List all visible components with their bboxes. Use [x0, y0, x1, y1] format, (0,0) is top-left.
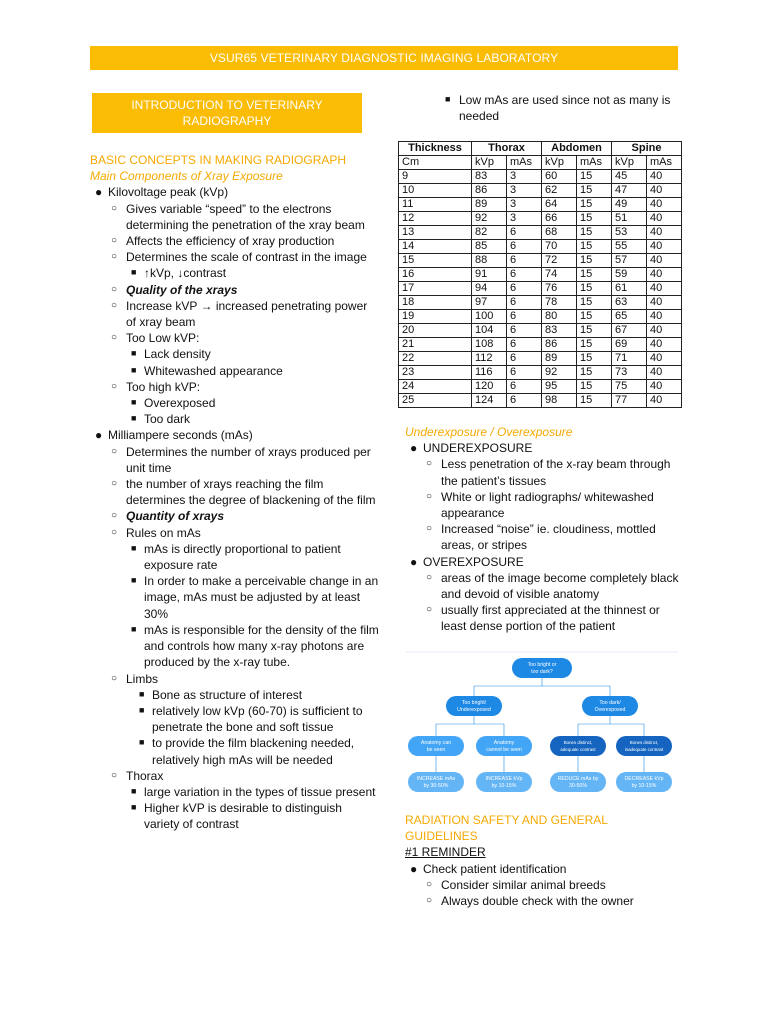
list-item: ○ Determines the number of xrays produced per unit time	[111, 444, 371, 475]
flow-text: inadequate contrast	[624, 747, 664, 752]
flow-action-decrease-kvp	[616, 772, 672, 792]
table-cell: 40	[647, 198, 682, 212]
flow-action-reduce-mas	[550, 772, 606, 792]
table-cell: 20	[399, 324, 472, 338]
table-cell: Cm	[399, 156, 472, 170]
list-item: ○ Increase kVP → increased penetrating power of xray beam	[111, 298, 368, 330]
table-cell: 11	[399, 198, 472, 212]
table-cell: 60	[542, 170, 577, 184]
list-item: ○ Quantity of xrays	[111, 509, 225, 524]
list-item: ■ Whitewashed appearance	[131, 363, 283, 378]
table-row	[399, 240, 682, 254]
flow-connectors	[436, 678, 644, 772]
list-item: ○ Too high kVP:	[111, 379, 201, 394]
table-cell: 6	[507, 254, 542, 268]
flow-text: INCREASE mAs	[416, 776, 456, 782]
table-row	[399, 324, 682, 338]
table-cell: 77	[612, 394, 647, 408]
table-cell: 15	[577, 338, 612, 352]
flow-text: Too bright/	[461, 700, 487, 706]
flow-node-adequate-contrast	[550, 736, 606, 756]
flow-text: too dark?	[531, 669, 553, 675]
table-cell: 40	[647, 366, 682, 380]
table-cell: 25	[399, 394, 472, 408]
list-item: ○ Increased “noise” ie. cloudiness, mottled areas, or stripes	[426, 522, 656, 553]
table-cell: 15	[399, 254, 472, 268]
list-item: ● OVEREXPOSURE	[410, 554, 524, 569]
table-cell: 6	[507, 394, 542, 408]
table-cell: 22	[399, 352, 472, 366]
table-cell: mAs	[577, 156, 612, 170]
table-header: Thickness	[399, 142, 472, 156]
table-cell: 71	[612, 352, 647, 366]
list-item: ■ In order to make a perceivable change in an image, mAs must be adjusted by at least 30%	[131, 574, 379, 621]
table-cell: 78	[542, 296, 577, 310]
list-item: ■ large variation in the types of tissue present	[131, 784, 376, 799]
table-cell: 15	[577, 170, 612, 184]
table-cell: 24	[399, 380, 472, 394]
table-cell: 40	[647, 268, 682, 282]
table-cell: 6	[507, 240, 542, 254]
flow-text: by 30-50%	[423, 783, 449, 789]
table-cell: 116	[472, 366, 507, 380]
list-item: ○ Limbs	[111, 671, 159, 686]
intro-title-box: INTRODUCTION TO VETERINARY RADIOGRAPHY	[92, 93, 362, 133]
flow-node-underexposed	[446, 696, 502, 716]
table-cell: 15	[577, 184, 612, 198]
flow-text: cannot be seen	[486, 747, 522, 753]
table-group-header	[399, 142, 682, 156]
table-cell: 92	[542, 366, 577, 380]
table-cell: 15	[577, 310, 612, 324]
table-row	[399, 394, 682, 408]
table-cell: 6	[507, 366, 542, 380]
table-cell: 10	[399, 184, 472, 198]
table-cell: 18	[399, 296, 472, 310]
table-cell: 16	[399, 268, 472, 282]
table-cell: 70	[542, 240, 577, 254]
table-cell: 67	[612, 324, 647, 338]
table-cell: 83	[542, 324, 577, 338]
table-cell: 88	[472, 254, 507, 268]
table-cell: 6	[507, 338, 542, 352]
flow-text: Anatomy can	[420, 740, 452, 746]
table-cell: 72	[542, 254, 577, 268]
table-cell: 17	[399, 282, 472, 296]
table-cell: 40	[647, 310, 682, 324]
exposure-title: Underexposure / Overexposure	[405, 425, 573, 439]
list-item: ○ Rules on mAs	[111, 525, 201, 540]
table-cell: 49	[612, 198, 647, 212]
flow-text: by 10-15%	[631, 783, 657, 789]
table-cell: 40	[647, 352, 682, 366]
table-cell: 64	[542, 198, 577, 212]
list-item: ○ areas of the image become completely black and devoid of visible anatomy	[426, 570, 679, 602]
list-item: ■ ↑kVp, ↓contrast	[131, 266, 227, 281]
table-cell: 62	[542, 184, 577, 198]
table-cell: 23	[399, 366, 472, 380]
list-item: ■ to provide the film blackening needed, relatively high mAs will be needed	[139, 736, 355, 767]
table-cell: 40	[647, 226, 682, 240]
flow-text: INCREASE kVp	[485, 776, 523, 782]
list-item: ■ relatively low kVp (60-70) is sufficient to penetrate the bone and soft tissue	[139, 703, 363, 735]
table-cell: 86	[472, 184, 507, 198]
table-cell: 40	[647, 212, 682, 226]
table-cell: 15	[577, 212, 612, 226]
list-item: ■ Higher kVP is desirable to distinguish variety of contrast	[131, 801, 342, 832]
table-cell: mAs	[507, 156, 542, 170]
table-cell: kVp	[472, 156, 507, 170]
table-cell: 86	[542, 338, 577, 352]
table-cell: 98	[542, 394, 577, 408]
table-cell: 40	[647, 170, 682, 184]
table-cell: 40	[647, 296, 682, 310]
table-cell: 6	[507, 380, 542, 394]
list-item: ○ Always double check with the owner	[426, 894, 634, 909]
flow-node-root	[512, 658, 572, 678]
list-item: ● Check patient identification	[410, 861, 567, 876]
flow-text: Too dark/	[599, 700, 621, 706]
left-column	[90, 152, 380, 833]
right-top-bullet	[445, 92, 685, 124]
table-cell: 55	[612, 240, 647, 254]
list-item: ○ Consider similar animal breeds	[426, 877, 606, 892]
table-cell: 15	[577, 366, 612, 380]
table-cell: 104	[472, 324, 507, 338]
table-header: Thorax	[472, 142, 542, 156]
table-cell: 15	[577, 226, 612, 240]
table-cell: 15	[577, 198, 612, 212]
flow-text: REDUCE mAs by	[557, 776, 599, 782]
table-cell: 40	[647, 184, 682, 198]
table-cell: kVp	[612, 156, 647, 170]
table-cell: 15	[577, 352, 612, 366]
table-cell: 92	[472, 212, 507, 226]
list-item: ○ Thorax	[111, 768, 164, 783]
list-item: ■ Lack density	[131, 347, 211, 362]
list-item: ■ mAs is directly proportional to patient exposure rate	[131, 541, 341, 573]
flow-action-increase-kvp	[476, 772, 532, 792]
table-cell: 40	[647, 394, 682, 408]
table-cell: 66	[542, 212, 577, 226]
flow-text: Anatomy	[493, 740, 515, 746]
table-cell: 51	[612, 212, 647, 226]
table-cell: 3	[507, 198, 542, 212]
list-item: ○ usually first appreciated at the thinnest or least dense portion of the patient	[426, 603, 660, 634]
list-item: ■ Low mAs are used since not as many is needed	[445, 93, 671, 124]
table-cell: 6	[507, 324, 542, 338]
table-cell: 83	[472, 170, 507, 184]
table-row	[399, 268, 682, 282]
table-cell: mAs	[647, 156, 682, 170]
table-body	[399, 156, 682, 408]
flow-text: Bones distinct,	[563, 740, 593, 745]
list-item: ○ Less penetration of the x-ray beam through the patient’s tissues	[426, 457, 671, 488]
list-item: ○ Too Low kVP:	[111, 331, 200, 346]
table-cell: 15	[577, 380, 612, 394]
table-cell: 65	[612, 310, 647, 324]
table-cell: 40	[647, 282, 682, 296]
table-cell: 15	[577, 324, 612, 338]
table-cell: 73	[612, 366, 647, 380]
flow-text: by 10-15%	[491, 783, 517, 789]
table-cell: 120	[472, 380, 507, 394]
table-cell: 63	[612, 296, 647, 310]
safety-title: RADIATION SAFETY AND GENERAL GUIDELINES	[405, 813, 608, 844]
table-cell: 69	[612, 338, 647, 352]
list-item: ○ Quality of the xrays	[111, 282, 238, 297]
table-cell: 89	[542, 352, 577, 366]
table-cell: 19	[399, 310, 472, 324]
table-cell: 15	[577, 268, 612, 282]
table-cell: 40	[647, 240, 682, 254]
flow-text: Too bright or	[527, 662, 557, 668]
flow-text: DECREASE kVp	[624, 776, 664, 782]
flow-node-anatomy-not-seen	[476, 736, 532, 756]
table-cell: 15	[577, 282, 612, 296]
table-cell: 80	[542, 310, 577, 324]
table-row	[399, 338, 682, 352]
table-cell: 6	[507, 268, 542, 282]
list-item: ■ mAs is responsible for the density of the film and controls how many x-ray photons are produced by the x-ray tube.	[131, 622, 379, 670]
list-item: ■ Bone as structure of interest	[139, 687, 303, 702]
flow-text: adequate contrast	[560, 747, 596, 752]
table-cell: 85	[472, 240, 507, 254]
table-cell: 6	[507, 296, 542, 310]
list-item: ○ Determines the scale of contrast in the image	[111, 250, 367, 265]
table-cell: 9	[399, 170, 472, 184]
exposure-section	[405, 424, 685, 635]
flow-node-overexposed	[582, 696, 638, 716]
table-cell: 6	[507, 226, 542, 240]
table-row	[399, 310, 682, 324]
list-item: ○ Gives variable “speed” to the electrons determining the penetration of the xray beam	[111, 201, 365, 232]
flow-action-increase-mas	[408, 772, 464, 792]
flow-node-anatomy-seen	[408, 736, 464, 756]
list-item: ● UNDEREXPOSURE	[410, 441, 533, 456]
table-cell: 6	[507, 282, 542, 296]
list-item: ■ Overexposed	[131, 396, 216, 411]
table-cell: 40	[647, 324, 682, 338]
table-cell: 3	[507, 184, 542, 198]
table-cell: 40	[647, 254, 682, 268]
table-cell: 57	[612, 254, 647, 268]
table-cell: 112	[472, 352, 507, 366]
table-cell: 3	[507, 170, 542, 184]
table-cell: 15	[577, 240, 612, 254]
table-row	[399, 282, 682, 296]
table-cell: 94	[472, 282, 507, 296]
list-item: ○ the number of xrays reaching the film determines the degree of blackening of the film	[111, 477, 376, 508]
table-cell: 6	[507, 310, 542, 324]
table-header: Abdomen	[542, 142, 612, 156]
table-cell: 75	[612, 380, 647, 394]
flow-node-inadequate-contrast	[616, 736, 672, 756]
table-cell: 53	[612, 226, 647, 240]
table-cell: 89	[472, 198, 507, 212]
table-cell: 100	[472, 310, 507, 324]
table-cell: 40	[647, 380, 682, 394]
exposure-flowchart	[406, 650, 678, 800]
table-cell: 76	[542, 282, 577, 296]
table-row	[399, 296, 682, 310]
list-item: ○ Affects the efficiency of xray production	[111, 234, 335, 249]
list-item: ● Kilovoltage peak (kVp)	[95, 185, 229, 200]
list-item: ○ White or light radiographs/ whitewashed appearance	[426, 489, 654, 521]
flow-text: Bones distinct,	[629, 740, 659, 745]
safety-section	[405, 812, 685, 909]
table-header: Spine	[612, 142, 682, 156]
table-cell: 15	[577, 296, 612, 310]
table-row	[399, 226, 682, 240]
flow-text: 30-50%	[569, 783, 587, 789]
table-cell: 97	[472, 296, 507, 310]
table-row	[399, 352, 682, 366]
table-cell: 13	[399, 226, 472, 240]
table-subheader-row	[399, 156, 682, 170]
document-header: VSUR65 VETERINARY DIAGNOSTIC IMAGING LABORATORY	[90, 46, 678, 70]
table-cell: 61	[612, 282, 647, 296]
table-row	[399, 380, 682, 394]
table-cell: 68	[542, 226, 577, 240]
table-cell: 21	[399, 338, 472, 352]
table-cell: 108	[472, 338, 507, 352]
table-cell: 47	[612, 184, 647, 198]
reminder-heading: #1 REMINDER	[405, 845, 486, 860]
table-cell: 82	[472, 226, 507, 240]
table-cell: 15	[577, 394, 612, 408]
flow-text: Underexposed	[457, 707, 491, 713]
table-row	[399, 198, 682, 212]
table-cell: 14	[399, 240, 472, 254]
table-cell: 95	[542, 380, 577, 394]
table-cell: 91	[472, 268, 507, 282]
list-item: ■ Too dark	[131, 412, 191, 427]
table-cell: 45	[612, 170, 647, 184]
main-list	[90, 184, 380, 832]
table-cell: 3	[507, 212, 542, 226]
section-subtitle: Main Components of Xray Exposure	[90, 169, 283, 184]
exposure-table	[398, 141, 682, 408]
table-cell: 59	[612, 268, 647, 282]
flow-text: Overexposed	[594, 707, 626, 713]
table-row	[399, 212, 682, 226]
table-cell: kVp	[542, 156, 577, 170]
table-cell: 40	[647, 338, 682, 352]
section-title: BASIC CONCEPTS IN MAKING RADIOGRAPH	[90, 153, 347, 167]
list-item: ● Milliampere seconds (mAs)	[95, 428, 253, 443]
table-cell: 74	[542, 268, 577, 282]
table-row	[399, 366, 682, 380]
table-cell: 15	[577, 254, 612, 268]
table-row	[399, 170, 682, 184]
flow-text: be seen	[426, 747, 446, 753]
table-row	[399, 184, 682, 198]
table-cell: 6	[507, 352, 542, 366]
table-cell: 12	[399, 212, 472, 226]
table-row	[399, 254, 682, 268]
table-cell: 124	[472, 394, 507, 408]
